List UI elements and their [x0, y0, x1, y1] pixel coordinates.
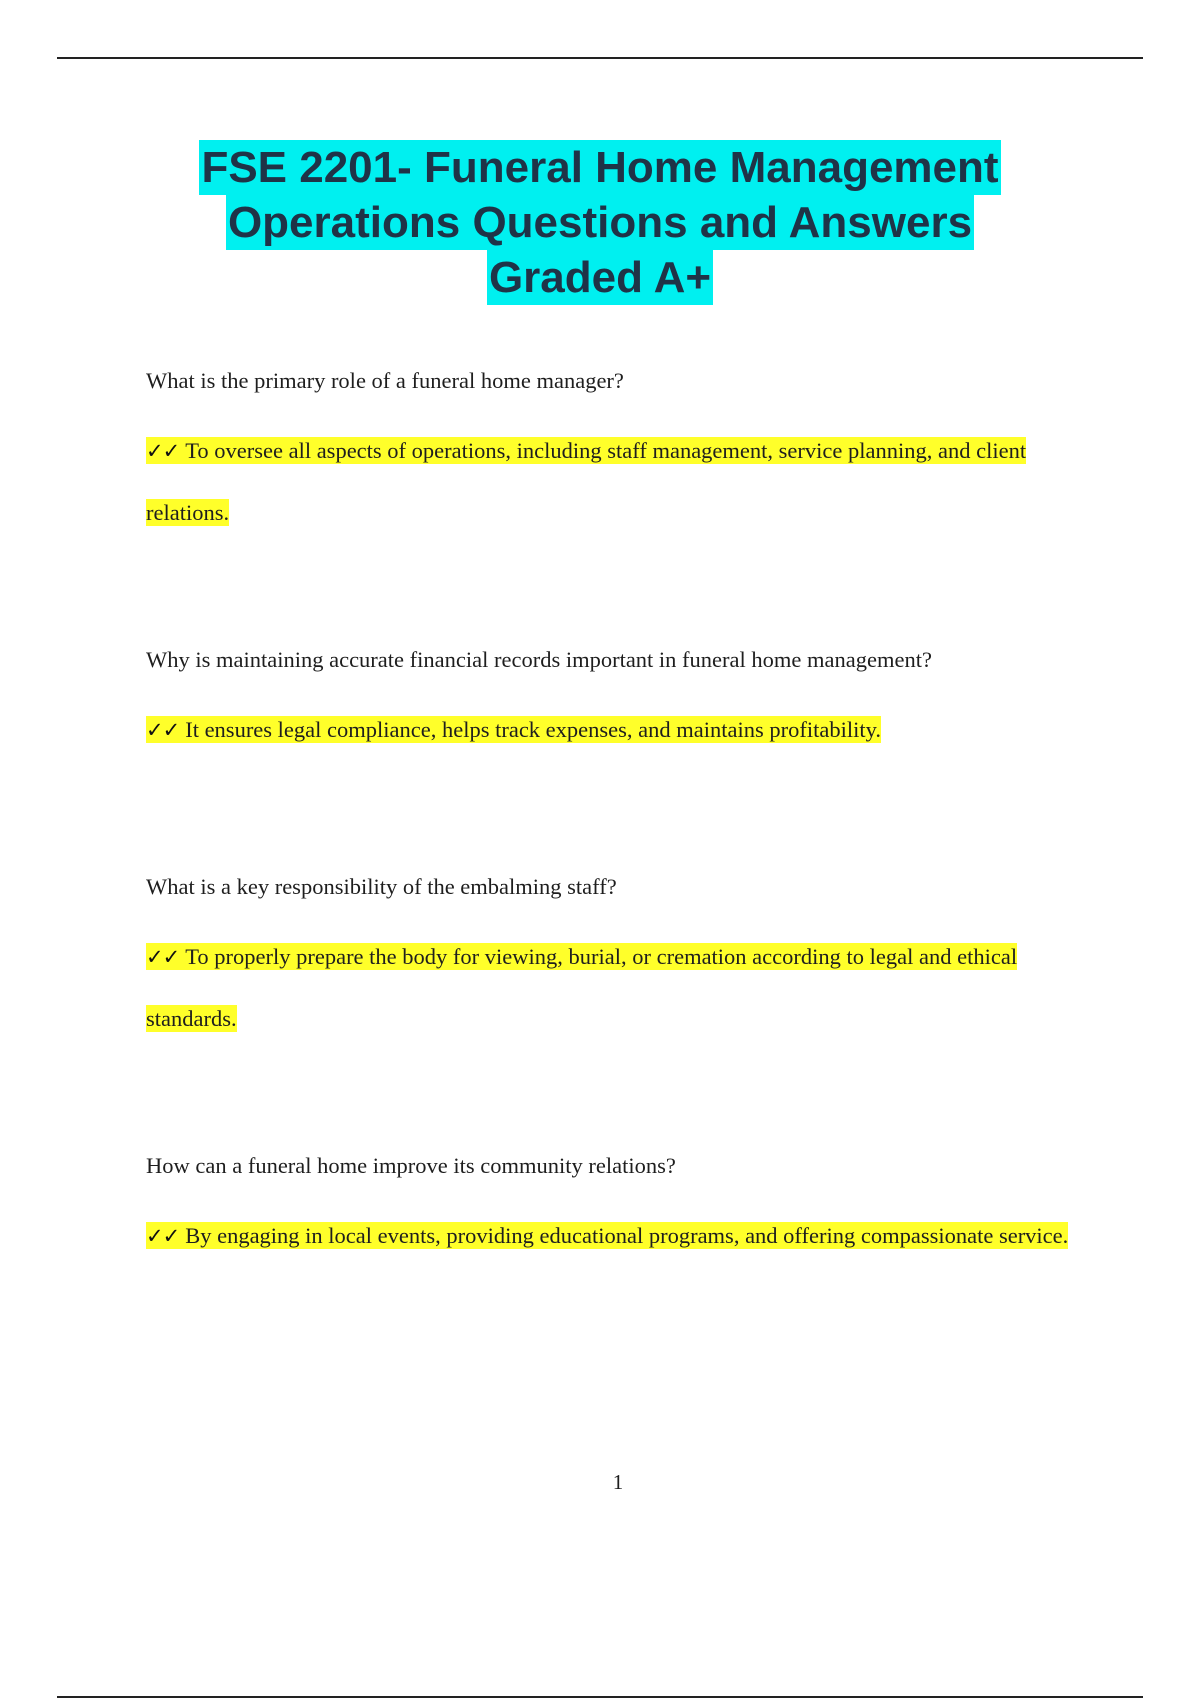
bottom-rule [57, 1696, 1143, 1698]
question-text: How can a funeral home improve its community relations? [146, 1153, 676, 1178]
question-text: What is the primary role of a funeral home manager? [146, 368, 624, 393]
check-mark-icon: ✓✓ [146, 1224, 180, 1248]
answer-body: It ensures legal compliance, helps track expenses, and maintains profitability. [185, 717, 882, 742]
answer-body: To oversee all aspects of operations, including staff management, service planning, and client relations. [146, 438, 1027, 525]
answer-text [146, 420, 1106, 543]
title-line-1: FSE 2201- Funeral Home Management [199, 140, 1000, 195]
top-rule [57, 57, 1143, 59]
qa-item-2 [146, 645, 1106, 761]
answer-text [146, 699, 1106, 761]
question-text: What is a key responsibility of the embalming staff? [146, 874, 617, 899]
answer-body: To properly prepare the body for viewing, burial, or cremation according to legal and ethical standards. [146, 944, 1018, 1031]
answer-body: By engaging in local events, providing educational programs, and offering compassionate service. [185, 1223, 1069, 1248]
answer-highlight [146, 1222, 1068, 1249]
answer-highlight [146, 437, 1026, 526]
check-mark-icon: ✓✓ [146, 945, 180, 969]
document-title [100, 140, 1100, 305]
answer-highlight [146, 716, 881, 743]
page-number: 1 [612, 1470, 624, 1494]
title-line-2: Operations Questions and Answers [226, 195, 974, 250]
answer-text [146, 1205, 1106, 1267]
check-mark-icon: ✓✓ [146, 718, 180, 742]
check-mark-icon: ✓✓ [146, 439, 180, 463]
qa-item-4 [146, 1151, 1106, 1267]
answer-highlight [146, 943, 1017, 1032]
answer-text [146, 926, 1106, 1049]
question-text: Why is maintaining accurate financial records important in funeral home management? [146, 647, 932, 672]
title-heading [100, 140, 1100, 305]
qa-item-3 [146, 872, 1106, 1049]
title-line-3: Graded A+ [487, 250, 713, 305]
qa-item-1 [146, 366, 1106, 543]
